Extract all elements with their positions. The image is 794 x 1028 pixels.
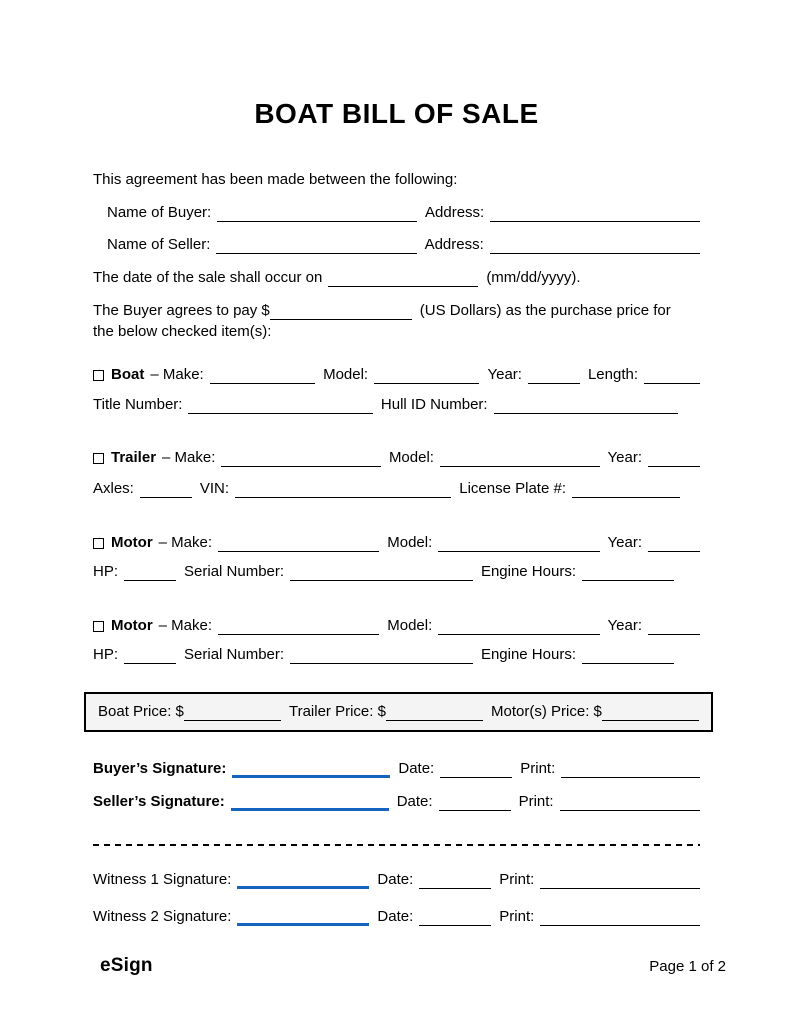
motor1-hp-label: HP:: [93, 563, 119, 580]
motor2-serial-label: Serial Number:: [184, 646, 285, 663]
boat-title-row: [93, 395, 678, 414]
trailer-detail-row: [93, 479, 680, 498]
motor2-model-field[interactable]: [438, 619, 599, 635]
witness1-date-field[interactable]: [419, 873, 491, 889]
intro-heading-row: [93, 170, 700, 189]
buyer-signature-field[interactable]: [232, 762, 390, 778]
boat-row: [93, 365, 700, 384]
seller-signature-row: [93, 792, 700, 811]
buyer-date-field[interactable]: [440, 762, 512, 778]
motor2-make-label: – Make:: [158, 617, 213, 634]
trailer-axles-field[interactable]: [140, 482, 192, 498]
boat-item-name: Boat: [111, 366, 145, 383]
title-number-label: Title Number:: [93, 396, 183, 413]
trailer-make-label: – Make:: [162, 449, 216, 466]
esign-logo: eSign: [100, 955, 153, 976]
sale-date-suffix: (mm/dd/yyyy).: [486, 269, 581, 286]
boat-length-field[interactable]: [644, 368, 700, 384]
seller-print-field[interactable]: [560, 795, 700, 811]
sale-date-row: [93, 268, 700, 287]
payment-continuation: the below checked item(s):: [93, 323, 272, 340]
buyer-signature-row: [93, 759, 700, 778]
seller-date-label: Date:: [396, 793, 433, 810]
boat-model-field[interactable]: [374, 368, 479, 384]
seller-address-field[interactable]: [490, 238, 700, 254]
price-summary-box: [84, 692, 713, 732]
motor2-hp-label: HP:: [93, 646, 119, 663]
page-title: BOAT BILL OF SALE: [254, 98, 539, 129]
witness1-signature-field[interactable]: [237, 873, 369, 889]
sale-date-field[interactable]: [328, 271, 478, 287]
buyer-date-label: Date:: [398, 760, 435, 777]
motor1-checkbox[interactable]: [93, 538, 104, 549]
seller-signature-field[interactable]: [231, 795, 389, 811]
boat-hull-id-field[interactable]: [494, 398, 678, 414]
trailer-model-field[interactable]: [440, 451, 600, 467]
motor2-engine-hours-field[interactable]: [582, 648, 674, 664]
witness2-date-field[interactable]: [419, 910, 491, 926]
trailer-checkbox[interactable]: [93, 453, 104, 464]
buyer-signature-label: Buyer’s Signature:: [93, 760, 227, 777]
trailer-vin-field[interactable]: [235, 482, 451, 498]
boat-checkbox[interactable]: [93, 370, 104, 381]
motor1-engine-hours-label: Engine Hours:: [480, 563, 576, 580]
motor2-year-label: Year:: [607, 617, 642, 634]
buyer-print-field[interactable]: [561, 762, 700, 778]
witness1-print-label: Print:: [499, 871, 535, 888]
payment-row: [93, 301, 700, 320]
page-number: Page 1 of 2: [649, 958, 726, 975]
witness1-print-field[interactable]: [540, 873, 700, 889]
seller-print-label: Print:: [518, 793, 554, 810]
boat-price-label: Boat Price: $: [98, 703, 184, 720]
motor1-engine-hours-field[interactable]: [582, 565, 674, 581]
trailer-model-label: Model:: [388, 449, 434, 466]
license-plate-label: License Plate #:: [459, 480, 566, 497]
buyer-address-field[interactable]: [490, 206, 700, 222]
witness2-signature-field[interactable]: [237, 910, 369, 926]
witness2-date-label: Date:: [377, 908, 414, 925]
seller-name-field[interactable]: [216, 238, 416, 254]
payment-prefix: The Buyer agrees to pay $: [93, 302, 270, 319]
motor1-row: [93, 533, 700, 552]
boat-make-label: – Make:: [150, 366, 204, 383]
payment-suffix: (US Dollars) as the purchase price for: [419, 302, 671, 319]
buyer-address-label: Address:: [425, 204, 485, 221]
motor2-make-field[interactable]: [218, 619, 379, 635]
buyer-name-field[interactable]: [217, 206, 417, 222]
boat-title-number-field[interactable]: [188, 398, 372, 414]
motor1-item-name: Motor: [111, 534, 153, 551]
motor2-model-label: Model:: [387, 617, 433, 634]
witness2-signature-row: [93, 907, 700, 926]
page-footer: [100, 955, 726, 977]
motors-price-label: Motor(s) Price: $: [491, 703, 602, 720]
motor2-engine-hours-label: Engine Hours:: [480, 646, 576, 663]
trailer-year-field[interactable]: [648, 451, 700, 467]
sale-date-prefix: The date of the sale shall occur on: [93, 269, 323, 286]
seller-signature-label: Seller’s Signature:: [93, 793, 225, 810]
motor2-hp-field[interactable]: [124, 648, 176, 664]
seller-name-label: Name of Seller:: [107, 236, 211, 253]
motor1-make-label: – Make:: [158, 534, 213, 551]
boat-make-field[interactable]: [210, 368, 315, 384]
hull-id-label: Hull ID Number:: [380, 396, 488, 413]
vin-label: VIN:: [199, 480, 230, 497]
motor1-model-field[interactable]: [438, 536, 599, 552]
seller-date-field[interactable]: [439, 795, 511, 811]
boat-year-field[interactable]: [528, 368, 580, 384]
trailer-row: [93, 448, 700, 467]
witness2-signature-label: Witness 2 Signature:: [93, 908, 232, 925]
motor1-year-label: Year:: [607, 534, 642, 551]
trailer-license-plate-field[interactable]: [572, 482, 680, 498]
motor1-serial-field[interactable]: [290, 565, 473, 581]
motor1-serial-label: Serial Number:: [184, 563, 285, 580]
motor2-checkbox[interactable]: [93, 621, 104, 632]
motor1-hp-field[interactable]: [124, 565, 176, 581]
boat-price-field[interactable]: [184, 705, 281, 721]
price-row: [98, 702, 699, 721]
purchase-price-field[interactable]: [270, 304, 412, 320]
dashed-divider: [93, 844, 700, 846]
motor1-model-label: Model:: [387, 534, 433, 551]
trailer-item-name: Trailer: [111, 449, 157, 466]
witness2-print-label: Print:: [499, 908, 535, 925]
buyer-name-label: Name of Buyer:: [107, 204, 212, 221]
trailer-make-field[interactable]: [221, 451, 381, 467]
motor1-make-field[interactable]: [218, 536, 379, 552]
motor2-row: [93, 616, 700, 635]
witness1-signature-label: Witness 1 Signature:: [93, 871, 232, 888]
trailer-price-label: Trailer Price: $: [288, 703, 386, 720]
boat-length-label: Length:: [587, 366, 639, 383]
seller-row: [93, 235, 700, 254]
buyer-row: [93, 203, 700, 222]
motors-price-field[interactable]: [602, 705, 699, 721]
motor2-serial-field[interactable]: [290, 648, 473, 664]
motor2-item-name: Motor: [111, 617, 153, 634]
motor1-detail-row: [93, 562, 674, 581]
boat-model-label: Model:: [323, 366, 369, 383]
intro-heading: This agreement has been made between the following:: [93, 171, 458, 188]
trailer-year-label: Year:: [607, 449, 642, 466]
witness2-print-field[interactable]: [540, 910, 700, 926]
axles-label: Axles:: [93, 480, 134, 497]
motor2-detail-row: [93, 645, 674, 664]
boat-year-label: Year:: [487, 366, 522, 383]
seller-address-label: Address:: [424, 236, 484, 253]
motor1-year-field[interactable]: [648, 536, 700, 552]
payment-continuation-row: [93, 322, 700, 341]
witness1-date-label: Date:: [377, 871, 414, 888]
motor2-year-field[interactable]: [648, 619, 700, 635]
trailer-price-field[interactable]: [386, 705, 483, 721]
buyer-print-label: Print:: [520, 760, 556, 777]
witness1-signature-row: [93, 870, 700, 889]
